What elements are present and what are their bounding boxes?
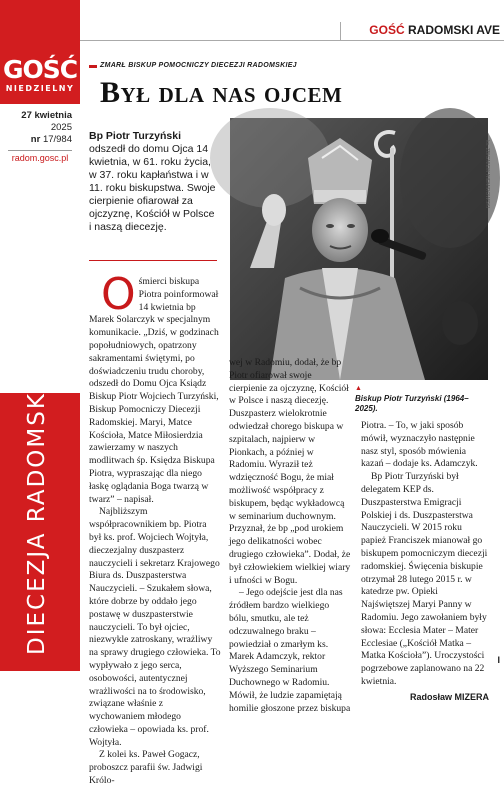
paragraph: – Jego odejście jest dla nas źródłem bardzo wielkiego bólu, smutku, ale też odczuwalnego braku – powiedział o zmarłym ks. Marek Adamczyk, rektor Wyższego Seminarium Duchownego w Radomiu. Mówił, że ludzie zapamiętają homilie głoszone przez biskupa (229, 587, 351, 714)
paragraph: Bp Piotr Turzyński był delegatem KEP ds. Duszpasterstwa Emigracji Polskiej i ds. Duszpasterstwa Nauczycieli. W 2015 roku papież Franciszek mianował go biskupem pomocniczym diecezji radomskiej. Święcenia biskupie otrzymał 28 lutego 2015 r. w katedrze pw. Opieki Najświętszej Maryi Panny w Radomiu. Jego zawołaniem były słowa: Ecclesia Mater – Mater Ecclesiae („Kościół Matka – Matka Kościoła”). Uroczystości pogrzebowe zaplanowano na 22 kwietnia. (361, 471, 488, 687)
paragraph: Piotra. – To, w jaki sposób mówił, wyznaczyło następnie nasz styl, sposób mówienia kazań – dodaje ks. Adamczyk. (361, 420, 478, 470)
page-number: I (497, 655, 500, 665)
header-rule (80, 40, 504, 41)
article-column-1 (89, 269, 221, 788)
left-sidebar (0, 0, 80, 671)
issue-info (21, 110, 72, 146)
site-link[interactable]: radom.gosc.pl (11, 153, 69, 163)
kicker: ZMARŁ BISKUP POMOCNICZY DIECEZJI RADOMSKIEJ (100, 62, 297, 69)
paragraph: wej w Radomiu, dodał, że bp Piotr ofiarował swoje cierpienie za ojczyznę, Kościół w Polsce i naszą diecezję. Duszpasterz wielokrotnie odwiedzał chorego biskupa w szpitalach, najpierw w Pionkach, a później w Radomiu. Wyraził też wdzięczność Bogu, że miał możliwość współpracy z biskupem, będąc wykładowcą w seminarium duchownym. Przyznał, że bp „pod urokiem jego delikatności wobec drugiego człowieka”. Dodał, że był człowiekiem wielkiej wiary i ufności w Bogu. (229, 357, 351, 586)
paragraph: śmierci biskupa Piotra poinformował 14 kwietnia bp Marek Solarczyk w specjalnym komunikacie. „Dziś, w godzinach popołudniowych, opatrzony sakramentami świętymi, po doświadczeniu trudu choroby, odszedł do Domu Ojca Ksiądz Biskup Piotr Wojciech Turzyński, Biskup Pomocniczy Diecezji Radomskiej. Maryi, Matce Kościoła, Matce Miłosierdzia zawierzamy w naszych modlitwach śp. Księdza Biskupa Piotra, wypraszając dla niego łaskę oglądania Boga twarzą w twarz” – napisał. (89, 276, 219, 505)
logo-subtitle: NIEDZIELNY (5, 84, 75, 93)
lead (89, 130, 217, 234)
logo: GOŚĆ (2, 55, 78, 84)
sidebar-divider (8, 150, 72, 151)
photo-credit: ks. ZBIGNIEW NIEMIROWSKI (484, 140, 490, 209)
logo-block (0, 0, 80, 104)
bishop-photo-illustration (230, 118, 488, 380)
author-signature: Radosław MIZERA (409, 691, 489, 702)
lead-text: odszedł do domu Ojca 14 kwietnia, w 61. roku życia, w 37. roku kapłaństwa i w 11. roku biskupstwa. Swoje cierpienie ofiarował za ojczyznę, Kościół w Polsce i naszą diecezję. (89, 143, 216, 233)
lead-rule (89, 260, 217, 261)
header-divider (340, 22, 341, 40)
issue-number: nr 17/984 (30, 134, 72, 145)
headline: Był dla nas ojcem (100, 76, 343, 109)
lead-author: Bp Piotr Turzyński (89, 130, 181, 142)
paragraph: Z kolei ks. Paweł Gogacz, proboszcz parafii św. Jadwigi Królo- (89, 749, 203, 787)
kicker-marker (89, 65, 97, 68)
article-column-2 (229, 357, 351, 715)
dropcap: O (101, 269, 136, 320)
bishop-photo (230, 118, 488, 380)
header-brand: GOŚĆ RADOMSKI AVE (369, 23, 500, 37)
paragraph: Najbliższym współpracownikiem bp. Piotra był ks. prof. Wojciech Wojtyła, dieczezjalny duszpasterz nauczycieli i sekretarz Krajowego Biura ds. Duszpasterstwa Nauczycieli. – Szukałem słowa, które dobrze by oddało jego postawę w duszpasterstwie nauczycieli. To był ojciec, niezwykle zatroskany, wrażliwy na sprawy drugiego człowieka. To wypływało z jego serca, osobowości, autentycznej wrażliwości na to środowisko, związane właśnie z wychowaniem młodego człowieka – opowiada ks. prof. Wojtyła. (89, 506, 221, 748)
issue-date: 27 kwietnia (21, 110, 72, 121)
issue-year: 2025 (50, 122, 72, 133)
photo-caption: ▲ Biskup Piotr Turzyński (1964–2025). (355, 384, 485, 414)
caption-triangle-icon: ▲ (355, 385, 362, 392)
section-vertical-title: DIECEZJA RADOMSKA (24, 374, 50, 655)
article-column-3 (361, 420, 489, 704)
